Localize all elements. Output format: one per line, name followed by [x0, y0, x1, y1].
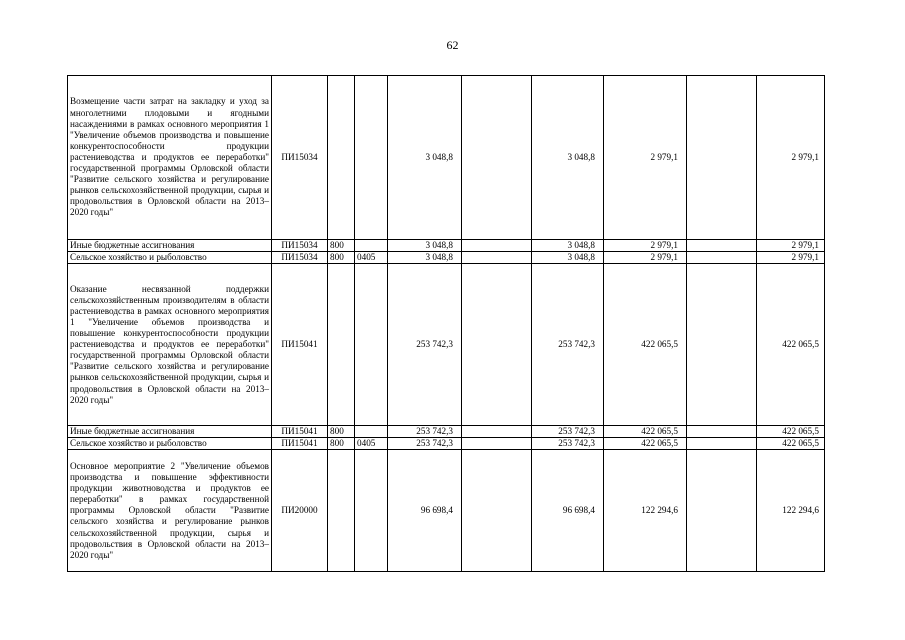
expense-type-code	[328, 264, 355, 426]
amount-col-1: 253 742,3	[388, 438, 462, 450]
section-code	[355, 450, 388, 572]
expense-type-code: 800	[328, 240, 355, 252]
amount-col-6: 2 979,1	[757, 240, 825, 252]
amount-col-3: 253 742,3	[532, 438, 604, 450]
amount-col-4: 422 065,5	[604, 426, 687, 438]
amount-col-2	[462, 76, 532, 240]
amount-col-3: 3 048,8	[532, 76, 604, 240]
amount-col-2	[462, 264, 532, 426]
amount-col-5	[687, 240, 757, 252]
section-code: 0405	[355, 252, 388, 264]
amount-col-6: 122 294,6	[757, 450, 825, 572]
target-article-code: ПИ15034	[272, 76, 328, 240]
amount-col-4: 2 979,1	[604, 76, 687, 240]
table-row	[68, 438, 825, 450]
table-row	[68, 426, 825, 438]
amount-col-5	[687, 438, 757, 450]
expense-type-code: 800	[328, 252, 355, 264]
section-code	[355, 426, 388, 438]
row-description: Возмещение части затрат на закладку и уход за многолетними плодовыми и ягодными насаждениями в рамках основного мероприятия 1 "Увеличение объемов производства и повышение конкурентоспособности продукции растениеводства и продуктов ее переработки" государственной программы Орловской области "Развитие сельского хозяйства и регулирование рынков сельскохозяйственной продукции, сырья и продовольствия в Орловской области на 2013–2020 годы"	[68, 76, 272, 240]
amount-col-6: 2 979,1	[757, 252, 825, 264]
amount-col-5	[687, 426, 757, 438]
table-row	[68, 76, 825, 240]
row-description: Иные бюджетные ассигнования	[68, 240, 272, 252]
amount-col-5	[687, 450, 757, 572]
amount-col-2	[462, 438, 532, 450]
amount-col-4: 2 979,1	[604, 252, 687, 264]
expense-type-code: 800	[328, 438, 355, 450]
expense-type-code: 800	[328, 426, 355, 438]
target-article-code: ПИ15034	[272, 252, 328, 264]
target-article-code: ПИ15041	[272, 438, 328, 450]
section-code: 0405	[355, 438, 388, 450]
page-number: 62	[446, 38, 459, 52]
target-article-code: ПИ15034	[272, 240, 328, 252]
amount-col-6: 422 065,5	[757, 438, 825, 450]
target-article-code: ПИ20000	[272, 450, 328, 572]
amount-col-1: 3 048,8	[388, 252, 462, 264]
amount-col-6: 2 979,1	[757, 76, 825, 240]
section-code	[355, 76, 388, 240]
section-code	[355, 240, 388, 252]
amount-col-1: 96 698,4	[388, 450, 462, 572]
amount-col-3: 3 048,8	[532, 252, 604, 264]
row-description: Оказание несвязанной поддержки сельскохозяйственным производителям в области растениеводства в рамках основного мероприятия 1 "Увеличение объемов производства и повышение конкурентоспособности продукции растениеводства и продуктов ее переработки" государственной программы Орловской области "Развитие сельского хозяйства и регулирование рынков сельскохозяйственной продукции, сырья и продовольствия в Орловской области на 2013–2020 годы"	[68, 264, 272, 426]
amount-col-2	[462, 426, 532, 438]
amount-col-1: 253 742,3	[388, 264, 462, 426]
section-code	[355, 264, 388, 426]
amount-col-5	[687, 252, 757, 264]
target-article-code: ПИ15041	[272, 426, 328, 438]
amount-col-2	[462, 240, 532, 252]
row-description: Сельское хозяйство и рыболовство	[68, 438, 272, 450]
expense-type-code	[328, 450, 355, 572]
amount-col-5	[687, 264, 757, 426]
amount-col-2	[462, 450, 532, 572]
amount-col-6: 422 065,5	[757, 264, 825, 426]
row-description: Сельское хозяйство и рыболовство	[68, 252, 272, 264]
table-row	[68, 252, 825, 264]
expense-type-code	[328, 76, 355, 240]
amount-col-6: 422 065,5	[757, 426, 825, 438]
table-row	[68, 240, 825, 252]
amount-col-3: 253 742,3	[532, 264, 604, 426]
amount-col-3: 253 742,3	[532, 426, 604, 438]
amount-col-4: 422 065,5	[604, 438, 687, 450]
amount-col-5	[687, 76, 757, 240]
budget-table	[67, 75, 825, 572]
row-description: Основное мероприятие 2 "Увеличение объемов производства и повышение эффективности продукции животноводства и продуктов ее переработки" в рамках государственной программы Орловской области "Развитие сельского хозяйства и регулирование рынков сельскохозяйственной продукции, сырья и продовольствия в Орловской области на 2013–2020 годы"	[68, 450, 272, 572]
row-description: Иные бюджетные ассигнования	[68, 426, 272, 438]
amount-col-3: 96 698,4	[532, 450, 604, 572]
target-article-code: ПИ15041	[272, 264, 328, 426]
amount-col-3: 3 048,8	[532, 240, 604, 252]
amount-col-1: 3 048,8	[388, 240, 462, 252]
amount-col-2	[462, 252, 532, 264]
amount-col-4: 422 065,5	[604, 264, 687, 426]
amount-col-1: 253 742,3	[388, 426, 462, 438]
amount-col-1: 3 048,8	[388, 76, 462, 240]
amount-col-4: 2 979,1	[604, 240, 687, 252]
amount-col-4: 122 294,6	[604, 450, 687, 572]
table-row	[68, 450, 825, 572]
table-row	[68, 264, 825, 426]
